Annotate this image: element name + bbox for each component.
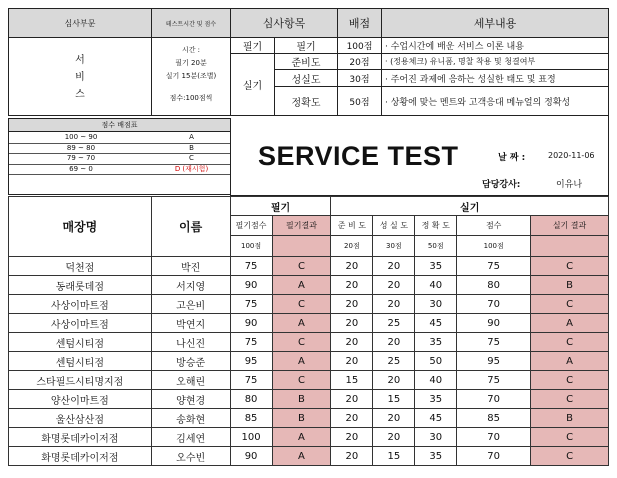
accuracy-cell: 45 — [415, 409, 457, 428]
name-cell: 송화현 — [151, 409, 230, 428]
practical-result-cell: C — [531, 428, 609, 447]
written-result-cell: C — [272, 371, 331, 390]
table-row — [9, 447, 609, 466]
prep-header: 준 비 도 — [331, 216, 373, 236]
accuracy-cell: 30 — [415, 295, 457, 314]
sincerity-cell: 20 — [373, 257, 415, 276]
header-category: 심사부문 — [8, 8, 152, 38]
max-sincerity: 30점 — [373, 236, 415, 257]
grading-row: 69 ~ 0 D (재시험) — [9, 165, 230, 176]
written-score-cell: 75 — [230, 371, 272, 390]
header-detail: 세부내용 — [381, 8, 609, 38]
page-title: SERVICE TEST — [258, 141, 459, 171]
written-score-cell: 80 — [230, 390, 272, 409]
written-result-cell: A — [272, 276, 331, 295]
group-written: 필기 — [230, 37, 275, 54]
written-result-cell: B — [272, 390, 331, 409]
accuracy-cell: 30 — [415, 428, 457, 447]
store-cell: 화명롯데카이저점 — [9, 447, 152, 466]
store-cell: 울산삼산점 — [9, 409, 152, 428]
grading-table — [8, 118, 231, 195]
results-table — [8, 196, 609, 466]
name-cell: 고은비 — [151, 295, 230, 314]
sincerity-cell: 15 — [373, 447, 415, 466]
max-written: 100점 — [230, 236, 272, 257]
practical-result-cell: C — [531, 257, 609, 276]
written-score-cell: 75 — [230, 295, 272, 314]
prep-cell: 20 — [331, 390, 373, 409]
written-score-cell: 100 — [230, 428, 272, 447]
prep-cell: 20 — [331, 409, 373, 428]
score-cell: 70 — [457, 295, 531, 314]
store-cell: 센텀시티점 — [9, 352, 152, 371]
written-result-header: 필기결과 — [272, 216, 331, 236]
table-row — [9, 428, 609, 447]
sincerity-header: 성 실 도 — [373, 216, 415, 236]
table-row — [9, 314, 609, 333]
score-cell: 75 — [457, 257, 531, 276]
score-cell: 70 — [457, 447, 531, 466]
written-score-cell: 75 — [230, 333, 272, 352]
name-header: 이름 — [151, 197, 230, 257]
accuracy-header: 정 확 도 — [415, 216, 457, 236]
practical-result-cell: C — [531, 295, 609, 314]
score-header: 점수 — [457, 216, 531, 236]
sincerity-cell: 15 — [373, 390, 415, 409]
max-result — [531, 236, 609, 257]
store-cell: 사상이마트점 — [9, 295, 152, 314]
written-score-header: 필기점수 — [230, 216, 272, 236]
name-cell: 방승준 — [151, 352, 230, 371]
grading-row: 79 ~ 70 C — [9, 154, 230, 165]
table-row — [9, 257, 609, 276]
detail-sincerity: · 주어진 과제에 응하는 성실한 태도 및 표정 — [381, 69, 609, 87]
score-cell: 70 — [457, 390, 531, 409]
points-written: 100점 — [337, 37, 382, 54]
date-label: 날 짜 : — [498, 153, 526, 163]
detail-preparation: · (정용체크) 유니폼, 명찰 착용 및 청결여부 — [381, 53, 609, 70]
practical-group-header: 실기 — [331, 197, 609, 216]
header-evaluation-item: 심사항목 — [230, 8, 338, 38]
table-row — [9, 276, 609, 295]
accuracy-cell: 35 — [415, 447, 457, 466]
practical-result-cell: C — [531, 447, 609, 466]
written-result-cell: B — [272, 409, 331, 428]
item-written: 필기 — [274, 37, 338, 54]
time-written: 필기 20분 — [175, 59, 207, 67]
points-accuracy: 50점 — [337, 86, 382, 116]
written-group-header: 필기 — [230, 197, 331, 216]
store-header: 매장명 — [9, 197, 152, 257]
written-score-cell: 90 — [230, 447, 272, 466]
written-result-cell: A — [272, 428, 331, 447]
sincerity-cell: 20 — [373, 295, 415, 314]
written-score-cell: 95 — [230, 352, 272, 371]
category-cell — [8, 37, 152, 116]
practical-result-cell: C — [531, 390, 609, 409]
written-score-cell: 90 — [230, 276, 272, 295]
sincerity-cell: 20 — [373, 428, 415, 447]
practical-result-header: 실기 결과 — [531, 216, 609, 236]
score-cell: 70 — [457, 428, 531, 447]
instructor-label: 담당강사: — [482, 180, 521, 190]
score-cell: 90 — [457, 314, 531, 333]
store-cell: 양산이마트점 — [9, 390, 152, 409]
table-row — [9, 333, 609, 352]
instructor-value: 이유나 — [556, 180, 583, 190]
category-label: 서 비 스 — [75, 55, 85, 100]
accuracy-cell: 35 — [415, 257, 457, 276]
accuracy-cell: 45 — [415, 314, 457, 333]
written-result-cell: C — [272, 257, 331, 276]
store-cell: 화명롯데카이저점 — [9, 428, 152, 447]
practical-result-cell: B — [531, 409, 609, 428]
sincerity-cell: 25 — [373, 352, 415, 371]
score-cell: 80 — [457, 276, 531, 295]
store-cell: 센텀시티점 — [9, 333, 152, 352]
time-label: 시간 : — [181, 46, 201, 54]
group-practical: 실기 — [230, 53, 275, 116]
practical-result-cell: C — [531, 371, 609, 390]
table-row — [9, 352, 609, 371]
practical-result-cell: C — [531, 333, 609, 352]
written-score-cell: 85 — [230, 409, 272, 428]
table-row — [9, 295, 609, 314]
grading-row: 89 ~ 80 B — [9, 144, 230, 155]
accuracy-cell: 50 — [415, 352, 457, 371]
item-accuracy: 정확도 — [274, 86, 338, 116]
written-result-cell: A — [272, 447, 331, 466]
max-prep: 20점 — [331, 236, 373, 257]
max-score: 100점 — [457, 236, 531, 257]
grading-row: 100 ~ 90 A — [9, 133, 230, 144]
prep-cell: 20 — [331, 333, 373, 352]
score-cell: 85 — [457, 409, 531, 428]
store-cell: 동래롯데점 — [9, 276, 152, 295]
written-score-cell: 90 — [230, 314, 272, 333]
written-result-cell: C — [272, 295, 331, 314]
time-score: 점수:100점씩 — [169, 94, 213, 102]
item-preparation: 준비도 — [274, 53, 338, 70]
name-cell: 오수빈 — [151, 447, 230, 466]
header-points: 배점 — [337, 8, 382, 38]
score-cell: 75 — [457, 333, 531, 352]
name-cell: 김세연 — [151, 428, 230, 447]
prep-cell: 20 — [331, 447, 373, 466]
sincerity-cell: 25 — [373, 314, 415, 333]
store-cell: 사상이마트점 — [9, 314, 152, 333]
detail-accuracy: · 상황에 맞는 멘트와 고객응대 메뉴얼의 정확성 — [381, 86, 609, 116]
accuracy-cell: 40 — [415, 276, 457, 295]
prep-cell: 20 — [331, 314, 373, 333]
accuracy-cell: 40 — [415, 371, 457, 390]
sincerity-cell: 20 — [373, 371, 415, 390]
points-sincerity: 30점 — [337, 69, 382, 87]
name-cell: 양현경 — [151, 390, 230, 409]
name-cell: 박연지 — [151, 314, 230, 333]
score-cell: 95 — [457, 352, 531, 371]
header-time-score: 테스트시간 및 점수 — [151, 8, 231, 38]
prep-cell: 20 — [331, 428, 373, 447]
written-result-cell: C — [272, 333, 331, 352]
store-cell: 스타필드시티명지점 — [9, 371, 152, 390]
points-preparation: 20점 — [337, 53, 382, 70]
name-cell: 오해린 — [151, 371, 230, 390]
name-cell: 박진 — [151, 257, 230, 276]
score-cell: 75 — [457, 371, 531, 390]
name-cell: 나신진 — [151, 333, 230, 352]
sincerity-cell: 20 — [373, 276, 415, 295]
max-written-result — [272, 236, 331, 257]
item-sincerity: 성실도 — [274, 69, 338, 87]
accuracy-cell: 35 — [415, 333, 457, 352]
practical-result-cell: A — [531, 314, 609, 333]
prep-cell: 20 — [331, 295, 373, 314]
prep-cell: 15 — [331, 371, 373, 390]
table-row — [9, 409, 609, 428]
accuracy-cell: 35 — [415, 390, 457, 409]
written-result-cell: A — [272, 352, 331, 371]
table-row — [9, 371, 609, 390]
time-info-cell — [151, 37, 231, 116]
written-score-cell: 75 — [230, 257, 272, 276]
max-accuracy: 50점 — [415, 236, 457, 257]
name-cell: 서지영 — [151, 276, 230, 295]
store-cell: 덕천점 — [9, 257, 152, 276]
sincerity-cell: 20 — [373, 333, 415, 352]
time-practical: 실기 15분(조별) — [165, 72, 217, 80]
table-row — [9, 390, 609, 409]
grading-title: 점수 배점표 — [9, 119, 230, 132]
prep-cell: 20 — [331, 352, 373, 371]
detail-written: · 수업시간에 배운 서비스 이론 내용 — [381, 37, 609, 54]
prep-cell: 20 — [331, 276, 373, 295]
date-value: 2020-11-06 — [548, 151, 595, 160]
practical-result-cell: B — [531, 276, 609, 295]
practical-result-cell: A — [531, 352, 609, 371]
sincerity-cell: 20 — [373, 409, 415, 428]
prep-cell: 20 — [331, 257, 373, 276]
written-result-cell: A — [272, 314, 331, 333]
